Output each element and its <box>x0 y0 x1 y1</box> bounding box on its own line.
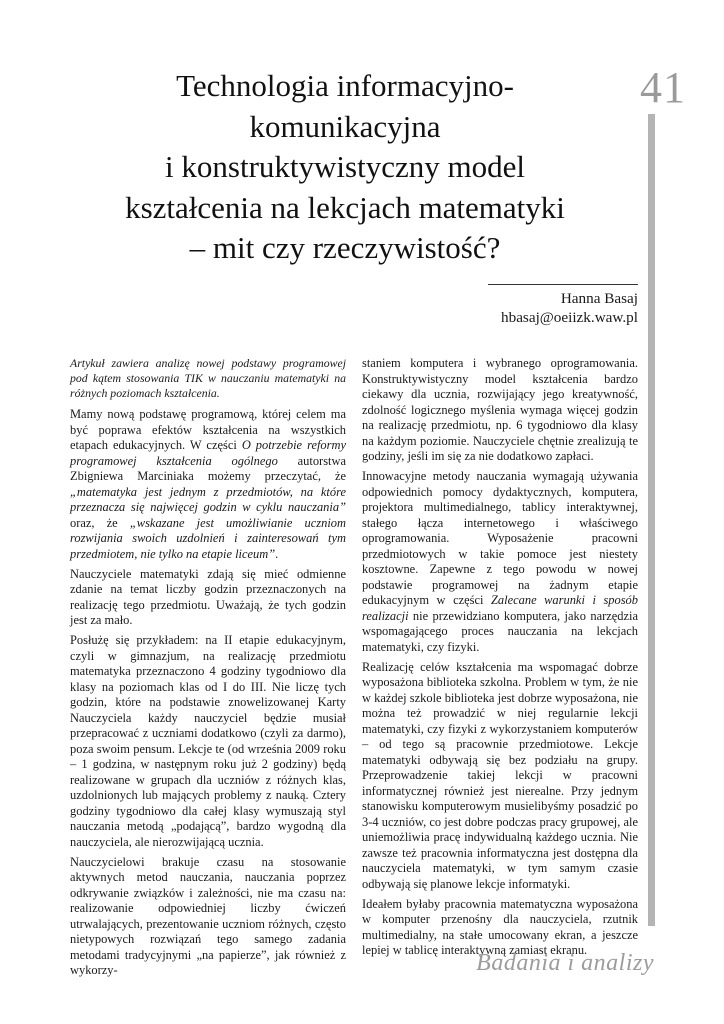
left-column <box>70 356 346 983</box>
author-name: Hanna Basaj <box>560 290 638 307</box>
paragraph: Nauczyciele matematyki zdają się mieć odmienne zdanie na temat liczby godzin przeznaczonych na realizację tego przedmiotu. Uważają, że tych godzin jest za mało. <box>70 566 346 627</box>
section-footer: Badania i analizy <box>476 950 654 976</box>
paragraph: Nauczycielowi brakuje czasu na stosowanie aktywnych metod nauczania, nauczania poprzez odkrywanie związków i zależności, nie ma czasu na: realizowanie odpowiedniej liczby ćwiczeń utrwalających, prezentowanie uczniom różnych, często nietypowych rozwiązań tego samego zadania metodami tradycyjnymi „na papierze”, jak również z wykorzy- <box>70 854 346 977</box>
title-line: komunikacyjna <box>249 108 441 144</box>
paragraph <box>70 407 346 562</box>
text-run: autorstwa Zbigniewa Marciniaka możemy przeczytać, że <box>70 453 346 483</box>
text-run: nie przewidziano komputera, jako narzędzia wspomagającego proces nauczania na lekcjach matematyki, czy fizyki. <box>362 608 638 654</box>
text-run-italic: O potrzebie reformy programowej kształcenia ogólnego <box>70 438 346 468</box>
side-rule <box>648 114 655 926</box>
right-column <box>362 356 638 963</box>
paragraph: Posłużę się przykładem: na II etapie edukacyjnym, czyli w gimnazjum, na realizację przedmiotu matematyka przeznaczono 4 godziny tygodniowo dla klasy na poziomach klas od I do III. Nie liczę tych godzin, które na podstawie znowelizowanej Karty Nauczyciela każdy nauczyciel będzie musiał przepracować z uczniami dodatkowo (czyli za darmo), poza swoim pensum. Lekcje te (od września 2009 roku – 1 godzina, w następnym roku już 2 godziny) będą realizowane w grupach dla uczniów z różnych klas, uzdolnionych lub mających problemy z nauką. Cztery godziny tygodniowo dla całej klasy wymuszają styl nauczania metodą „podającą”, bardzo wygodną dla nauczyciela, ale nierozwijającą ucznia. <box>70 633 346 849</box>
page-number: 41 <box>640 63 686 112</box>
text-run-italic: Zalecane warunki i sposób realizacji <box>362 593 638 623</box>
paragraph: Ideałem byłaby pracownia matematyczna wyposażona w komputer przenośny dla nauczyciela, rzutnik multimedialny, na stałe umocowany ekran, a jeszcze lepiej w tablicę interaktywną zamiast ekranu. <box>362 896 638 957</box>
title-line: i konstruktywistyczny model <box>165 149 525 184</box>
title-line: Technologia informacyjno- <box>176 68 514 103</box>
paragraph: Realizację celów kształcenia ma wspomagać dobrze wyposażona biblioteka szkolna. Problem w tym, że nie w każdej szkole biblioteka jest dobrze wyposażona, nie można też prowadzić w niej regularnie lekcji matematyki, czy fizyki z wykorzystaniem komputerów – od tego są pracownie przedmiotowe. Lekcje matematyki odbywają się bez podziału na grupy. Przeprowadzenie takiej lekcji w pracowni informatycznej również jest nierealne. Przy jednym stanowisku komputerowym musielibyśmy posadzić po 3-4 uczniów, co jest dobre podczas pracy grupowej, ale uniemożliwia pracę indywidualną każdego ucznia. Nie zawsze też pracownia informatyczna jest dostępna dla nauczyciela matematyki, w tym samym czasie odbywają się planowe lekcje informatyki. <box>362 659 638 891</box>
quote-italic: „matematyka jest jednym z przedmiotów, na które przeznacza się najwięcej godzin w cyklu nauczania” <box>70 484 346 514</box>
text-run: Mamy nową podstawę programową, której celem ma być poprawa efektów kształcenia na wszystkich etapach edukacyjnych. W części <box>70 407 346 452</box>
text-run: oraz, że <box>70 515 130 530</box>
quote-italic: „wskazane jest umożliwianie uczniom rozwijania swoich uzdolnień i zainteresowań tym przedmiotem, nie tylko na etapie liceum” <box>70 515 346 561</box>
author-block <box>488 284 638 327</box>
title-line: – mit czy rzeczywistość? <box>189 230 501 265</box>
paragraph: staniem komputera i wybranego oprogramowania. Konstruktywistyczny model kształcenia bardzo ciekawy dla ucznia, rozwijający jego kreatywność, zdolność logicznego myślenia wymaga więcej godzin na realizację przedmiotu, np. 6 tygodniowo dla klasy na każdym poziomie. Nauczyciele chętnie zrealizują te godziny, jeśli im się za nie dodatkowo zapłaci. <box>362 356 638 463</box>
title-line: kształcenia na lekcjach matematyki <box>125 189 565 225</box>
author-email[interactable]: hbasaj@oeiizk.waw.pl <box>501 309 638 326</box>
abstract: Artykuł zawiera analizę nowej podstawy programowej pod kątem stosowania TIK w nauczaniu matematyki na różnych poziomach kształcenia. <box>70 356 346 400</box>
paragraph <box>362 469 638 655</box>
text-run: Innowacyjne metody nauczania wymagają używania odpowiednich pomocy dydaktycznych, komputera, projektora multimedialnego, tablicy interaktywnej, stałego łącza internetowego i właściwego oprogramowania. Wyposażenie pracowni przedmiotowych w takie pomoce jest niestety kosztowne. Zapewne z tego powodu w nowej podstawie programowej na żadnym etapie edukacyjnym w części <box>362 469 638 607</box>
text-run: . <box>275 546 279 561</box>
article-title <box>60 66 630 269</box>
